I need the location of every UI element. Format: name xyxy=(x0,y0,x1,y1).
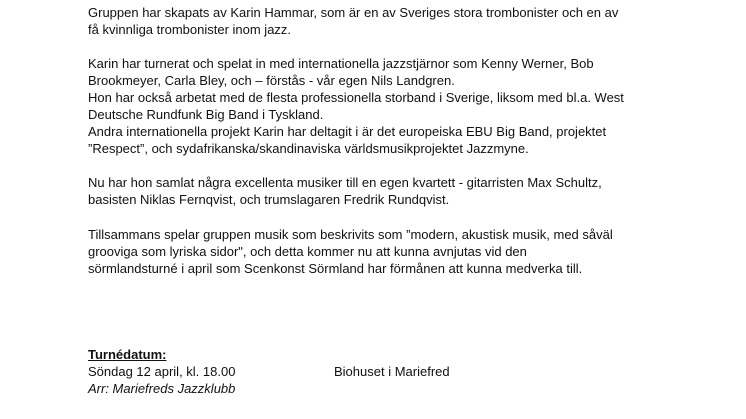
paragraph-4-line-3: sörmlandsturné i april som Scenkonst Sörmland har förmånen att kunna medverka till. xyxy=(88,261,583,276)
tour-heading: Turnédatum: xyxy=(88,347,167,362)
paragraph-3-line-1: Nu har hon samlat några excellenta musiker till en egen kvartett - gitarristen Max Schultz, xyxy=(88,175,602,190)
paragraph-1-line-2: få kvinnliga trombonister inom jazz. xyxy=(88,22,292,37)
paragraph-2-line-4: Deutsche Rundfunk Big Band i Tyskland. xyxy=(88,107,324,122)
paragraph-2-line-3: Hon har också arbetat med de flesta professionella storband i Sverige, liksom med bl.a. West xyxy=(88,90,624,105)
paragraph-2-line-5: Andra internationella projekt Karin har deltagit i är det europeiska EBU Big Band, projektet xyxy=(88,124,607,139)
paragraph-2-line-6: ”Respect”, och sydafrikanska/skandinaviska världsmusikprojektet Jazzmyne. xyxy=(88,141,529,156)
paragraph-2-line-1: Karin har turnerat och spelat in med internationella jazzstjärnor som Kenny Werner, Bob xyxy=(88,56,594,71)
paragraph-4-line-2: grooviga som lyriska sidor", och detta kommer nu att kunna avnjutas vid den xyxy=(88,244,527,259)
paragraph-2-line-2: Brookmeyer, Carla Bley, och – förstås - vår egen Nils Landgren. xyxy=(88,73,455,88)
tour-organizer: Arr: Mariefreds Jazzklubb xyxy=(88,381,236,396)
tour-date: Söndag 12 april, kl. 18.00 xyxy=(88,364,236,379)
paragraph-3-line-2: basisten Niklas Fernqvist, och trumslagaren Fredrik Rundqvist. xyxy=(88,192,450,207)
paragraph-4-line-1: Tillsammans spelar gruppen musik som beskrivits som ”modern, akustisk musik, med såväl xyxy=(88,227,613,242)
tour-venue: Biohuset i Mariefred xyxy=(334,364,450,379)
paragraph-1-line-1: Gruppen har skapats av Karin Hammar, som är en av Sveriges stora trombonister och en av xyxy=(88,5,619,20)
